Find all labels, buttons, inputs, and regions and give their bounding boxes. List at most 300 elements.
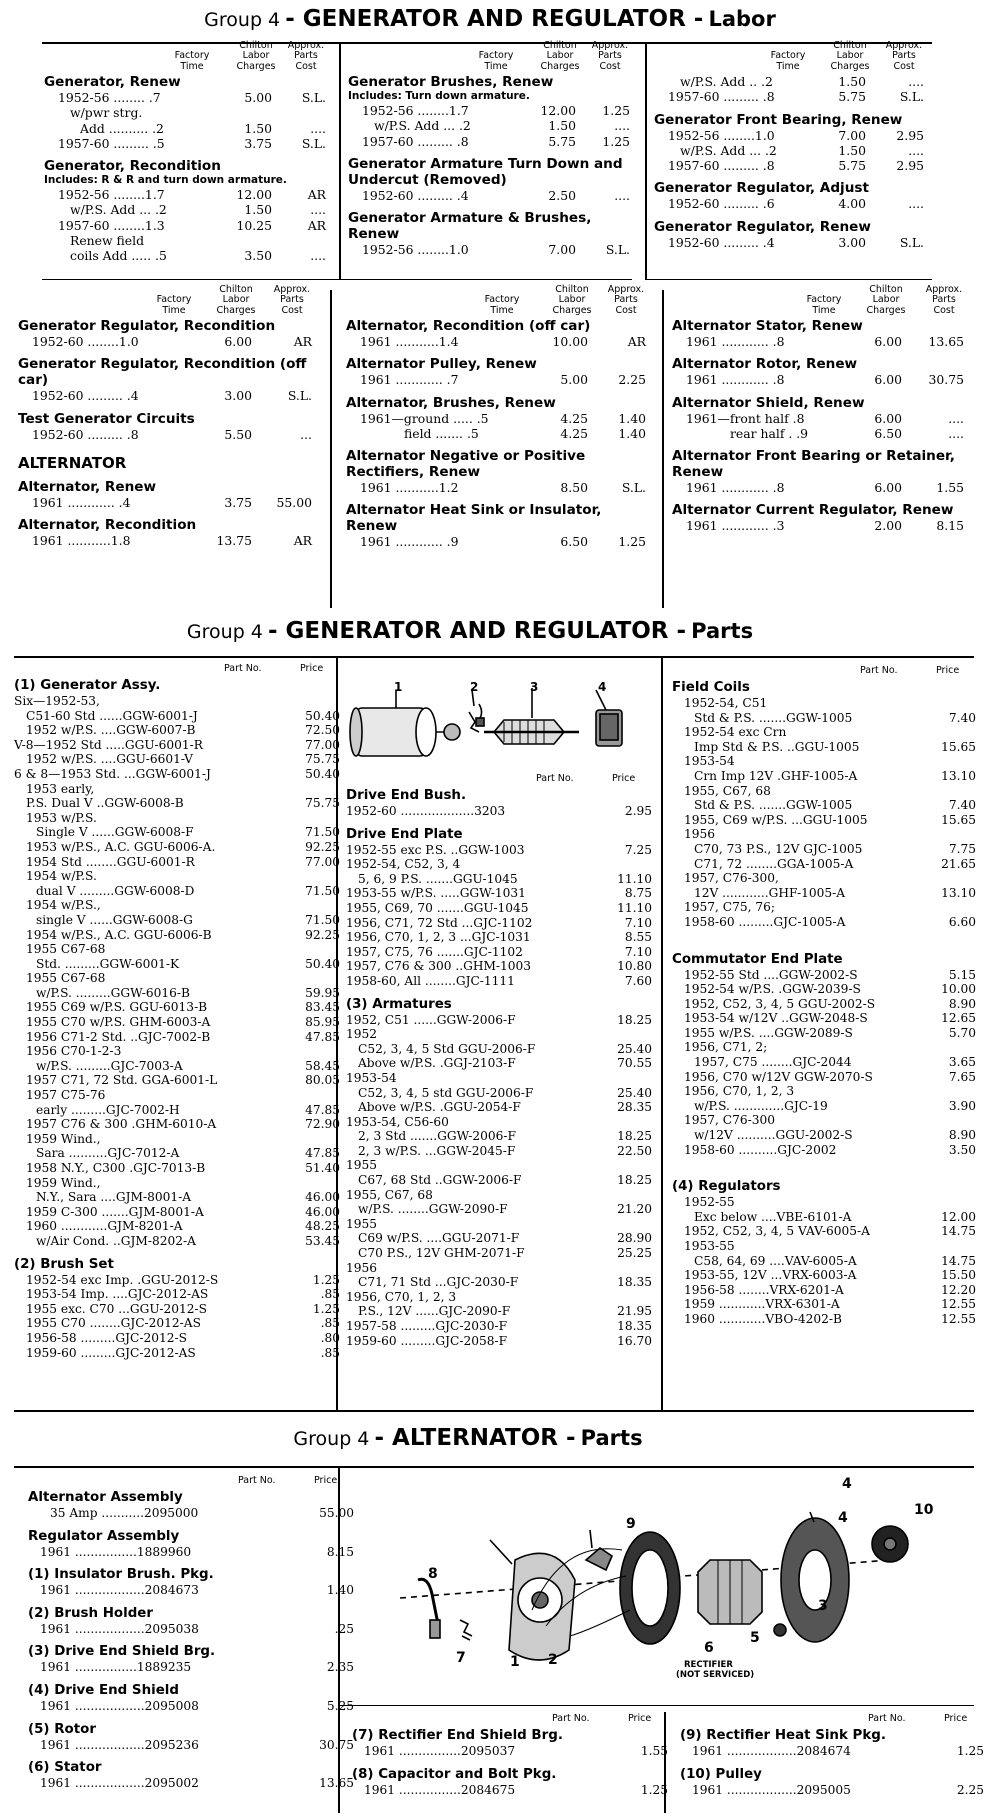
labor-charge: 3.00 (224, 388, 252, 404)
parts-cost: .... (908, 142, 924, 158)
alt-title (0, 1425, 958, 1451)
header-part-no: Part No. (238, 1474, 276, 1486)
labor-charge: 6.00 (874, 372, 902, 388)
labor-column (348, 39, 640, 258)
part-row (346, 843, 658, 858)
part-label: 1959 C-300 .......GJM-8001-A (26, 1204, 204, 1219)
labor-charge: 10.25 (236, 217, 272, 233)
part-row (672, 798, 976, 813)
part-price: 53.45 (305, 1233, 340, 1248)
header-approx: Approx. Parts Cost (885, 39, 923, 72)
part-row (346, 974, 658, 989)
part-row (672, 1055, 976, 1070)
parts-column (352, 1712, 668, 1797)
includes-note: Includes: Turn down armature. (348, 90, 530, 102)
part-row (14, 1176, 334, 1191)
part-label: 1953-54 w/12V ..GGW-2048-S (684, 1011, 868, 1026)
part-label: Crn Imp 12V .GHF-1005-A (694, 768, 858, 783)
part-label: 1955 C70 w/P.S. GHM-6003-A (26, 1015, 211, 1030)
part-price: 50.40 (305, 708, 340, 723)
part-label: 1957 C75-76 (26, 1088, 106, 1103)
row-label: w/P.S. Add ... .2 (680, 142, 777, 158)
part-label: N.Y., Sara ....GJM-8001-A (36, 1190, 192, 1205)
labor-charge: 6.00 (874, 410, 902, 426)
part-label: 1955 (346, 1158, 378, 1173)
parts-cost: .... (310, 120, 326, 136)
row-label: 1952-56 ........1.7 (58, 187, 165, 203)
operation-title: Alternator Heat Sink or Insulator, Renew (346, 502, 602, 535)
operation-title: Test Generator Circuits (18, 410, 195, 427)
header-price: Price (612, 772, 636, 784)
operation-title: Alternator Stator, Renew (672, 318, 863, 334)
labor-row (672, 426, 974, 441)
part-label: P.S. Dual V ..GGW-6008-B (26, 796, 184, 811)
part-row (14, 854, 340, 870)
row-label: 1961 ...........1.8 (32, 533, 131, 549)
header-approx: Approx. Parts Cost (591, 39, 629, 72)
header-price: Price (936, 664, 960, 676)
part-label: 1953-54 (684, 754, 735, 769)
part-label: 1952-54 exc Imp. .GGU-2012-S (26, 1272, 219, 1287)
parts-cost: S.L. (621, 480, 646, 496)
part-row (14, 1015, 340, 1030)
part-row (672, 982, 976, 997)
part-price: 18.35 (617, 1319, 652, 1333)
part-group-title: Alternator Assembly (28, 1490, 183, 1505)
part-group-title: Commutator End Plate (672, 951, 843, 967)
part-price: 71.50 (305, 912, 340, 927)
labor-charge: 3.00 (838, 234, 866, 250)
parts-cost: .... (948, 425, 964, 441)
part-label: 1953-55 w/P.S. .....GGW-1031 (346, 886, 526, 901)
part-label: 1960 ............VBO-4202-B (684, 1311, 843, 1326)
labor-charge: 6.00 (874, 334, 902, 349)
header-approx: Approx. Parts Cost (287, 39, 325, 72)
part-label: 1952, C51 ......GGW-2006-F (346, 1012, 516, 1027)
part-row (672, 740, 976, 755)
header-part-no: Part No. (536, 772, 574, 784)
operation-title: Generator Regulator, Adjust (654, 180, 869, 197)
part-row (672, 827, 976, 842)
part-label: 1953 w/P.S. (26, 810, 97, 825)
part-label: dual V .........GGW-6008-D (36, 883, 195, 898)
part-price: 8.90 (948, 1128, 976, 1143)
part-label: 1952-54 w/P.S. .GGW-2039-S (684, 982, 861, 997)
part-label: 1957, C75, 76 .......GJC-1102 (346, 944, 523, 959)
part-row (672, 813, 976, 828)
part-label: C52, 3, 4, 5 std GGU-2006-F (358, 1085, 534, 1100)
parts-cost: 1.25 (618, 534, 646, 550)
part-row (672, 1210, 976, 1225)
header-chilton: Chilton Labor Charges (830, 39, 870, 72)
part-label: 1953-54, C56-60 (346, 1114, 449, 1129)
part-label: 1952-54 exc Crn (684, 725, 787, 740)
header-part-no: Part No. (224, 662, 262, 674)
parts-title-group: Group 4 (186, 621, 263, 643)
operation-title: Alternator Shield, Renew (672, 394, 865, 411)
part-row (14, 839, 340, 855)
header-price: Price (628, 1712, 652, 1724)
part-price: 1.55 (640, 1744, 668, 1758)
part-label: 1956 C71-2 Std. ..GJC-7002-B (26, 1029, 211, 1044)
part-price: 18.25 (617, 1129, 652, 1144)
header-factory: Factory Time (478, 50, 514, 72)
part-label: single V ......GGW-6008-G (36, 912, 193, 927)
divider (338, 1705, 974, 1706)
part-label: C69 w/P.S. ....GGU-2071-F (358, 1231, 520, 1246)
row-label: 1952-60 ........1.0 (32, 334, 139, 349)
parts-cost: .... (310, 248, 326, 264)
part-label: 1961 ................1889960 (40, 1544, 192, 1559)
parts-column (346, 772, 658, 1348)
row-label: 1957-60 ......... .5 (58, 135, 165, 151)
part-row (14, 1330, 340, 1346)
parts-cost: 1.55 (936, 480, 964, 496)
part-row (14, 1316, 340, 1331)
rectifier-note: RECTIFIER (684, 1660, 733, 1670)
part-group-title: (10) Pulley (680, 1766, 762, 1782)
part-row (28, 1776, 354, 1791)
divider (14, 1410, 974, 1412)
part-label: 1960 ............GJM-8201-A (26, 1219, 183, 1234)
parts-cost: ... (300, 426, 312, 442)
part-row (672, 915, 976, 930)
part-label: 1958-60 ..........GJC-2002 (684, 1142, 837, 1157)
part-label: 1956-58 ........VRX-6201-A (684, 1282, 844, 1297)
part-row (14, 898, 334, 913)
parts-cost: 1.40 (618, 425, 646, 441)
part-row (14, 1301, 340, 1317)
labor-row (44, 187, 334, 202)
part-row (14, 1102, 340, 1118)
operation-title: Generator, Renew (44, 74, 181, 90)
part-row (14, 1272, 340, 1288)
part-price: 1.25 (312, 1272, 340, 1287)
part-label: 1955, C67, 68 (346, 1187, 433, 1202)
part-label: 1954 w/P.S. (26, 869, 97, 884)
part-label: 1955 C67-68 (26, 971, 106, 986)
labor-row (654, 74, 938, 89)
header-price: Price (300, 662, 324, 674)
column-header (14, 662, 334, 678)
row-label: 1952-56 ........1.0 (362, 242, 469, 258)
labor-charge: 7.00 (548, 242, 576, 258)
labor-charge: 13.75 (216, 533, 252, 549)
part-price: 3.50 (948, 1142, 976, 1157)
part-row (352, 1782, 668, 1798)
part-row (14, 723, 340, 738)
parts-cost: .... (908, 196, 924, 212)
part-row (28, 1660, 354, 1675)
part-price: 71.50 (305, 883, 340, 898)
labor-charge: 8.50 (560, 480, 588, 496)
part-label: 1957-58 .........GJC-2030-F (346, 1319, 508, 1333)
column-header (680, 1712, 976, 1728)
labor-row (672, 411, 974, 426)
part-price: 46.00 (305, 1190, 340, 1205)
part-price: 18.35 (617, 1275, 652, 1290)
part-group-title: (2) Brush Holder (28, 1605, 153, 1621)
divider (645, 279, 932, 280)
row-label: rear half . .9 (730, 425, 809, 441)
part-row (14, 1287, 340, 1302)
labor-charge: 5.75 (548, 133, 576, 149)
figure-callout-label: 9 (626, 1516, 636, 1532)
part-row (28, 1621, 354, 1637)
part-price: 14.75 (941, 1253, 976, 1268)
part-label: P.S., 12V ......GJC-2090-F (358, 1304, 511, 1319)
part-label: Exc below ....VBE-6101-A (694, 1209, 852, 1224)
part-label: 1959 Wind., (26, 1131, 101, 1146)
part-row (14, 1132, 334, 1147)
part-row (14, 1073, 340, 1088)
labor-row (654, 89, 938, 104)
parts-column (680, 1712, 984, 1797)
part-price: 16.70 (617, 1333, 652, 1348)
part-label: w/P.S. .........GGW-6016-B (36, 985, 190, 1000)
part-label: 1952 w/P.S. ....GGW-6007-B (26, 723, 196, 738)
part-row (14, 942, 334, 957)
labor-charge: 2.50 (548, 187, 576, 203)
part-row (346, 1071, 658, 1086)
labor-charge: 1.50 (244, 120, 272, 136)
part-label: 1959-60 .........GJC-2012-AS (26, 1345, 196, 1360)
part-label: 1955 exc. C70 ...GGU-2012-S (26, 1301, 208, 1316)
part-label: C52, 3, 4, 5 Std GGU-2006-F (358, 1041, 536, 1056)
part-label: 1959 ............VRX-6301-A (684, 1297, 840, 1312)
header-chilton: Chilton Labor Charges (540, 39, 580, 72)
part-label: 1952-54, C51 (684, 696, 768, 710)
part-price: 25.40 (617, 1041, 652, 1056)
part-price: 7.60 (624, 973, 652, 988)
part-label: Std & P.S. .......GGW-1005 (694, 798, 853, 813)
part-label: 1961 ................2095037 (364, 1744, 516, 1758)
part-row (346, 886, 658, 901)
part-price: 7.65 (948, 1069, 976, 1084)
part-row (28, 1698, 354, 1714)
part-group-title: (8) Capacitor and Bolt Pkg. (352, 1766, 557, 1782)
part-row (28, 1506, 354, 1521)
part-label: 1955 (346, 1216, 378, 1231)
part-price: 8.55 (624, 930, 652, 945)
part-price: 50.40 (305, 766, 340, 781)
part-label: 1961 ..................2084673 (40, 1583, 199, 1598)
labor-row (348, 118, 640, 133)
alt-title-group: Group 4 (293, 1428, 370, 1450)
part-row (672, 871, 976, 886)
part-row (14, 985, 340, 1001)
header-chilton: Chilton Labor Charges (552, 283, 592, 316)
alternator-exploded-figure (390, 1480, 950, 1690)
part-label: 1955, C69 w/P.S. ...GGU-1005 (684, 812, 868, 827)
row-label: 1952-56 ........1.0 (668, 127, 775, 143)
figure-callout-label: 4 (842, 1476, 852, 1492)
part-label: 1956 C70-1-2-3 (26, 1044, 122, 1059)
part-price: 92.25 (305, 839, 340, 854)
part-label: 1956 (684, 827, 716, 842)
labor-row (346, 426, 656, 441)
part-row (672, 1070, 976, 1085)
part-label: 1952-55 Std ....GGW-2002-S (684, 967, 858, 982)
part-price: 6.60 (948, 914, 976, 929)
parts-cost: 13.65 (928, 334, 964, 349)
column-header (672, 283, 974, 318)
labor-charge: 6.50 (560, 534, 588, 550)
part-label: 6 & 8—1953 Std. ...GGW-6001-J (14, 766, 211, 781)
row-label: w/pwr strg. (70, 105, 143, 121)
part-row (14, 752, 340, 767)
part-row (346, 1115, 658, 1130)
part-label: 1961 ..................2095002 (40, 1776, 199, 1791)
part-row (672, 725, 976, 740)
labor-charge: 4.25 (560, 425, 588, 441)
row-label: Add .......... .2 (80, 120, 164, 136)
part-row (672, 1084, 976, 1099)
part-row (14, 825, 340, 840)
labor-row (346, 334, 656, 349)
part-row (346, 1290, 658, 1305)
part-row (672, 1040, 976, 1055)
row-label: Renew field (70, 233, 145, 249)
part-price: 11.10 (617, 871, 652, 886)
part-row (14, 1117, 340, 1132)
header-chilton: Chilton Labor Charges (866, 283, 906, 316)
figure-callout-label: 1 (394, 680, 403, 694)
part-price: 51.40 (305, 1161, 340, 1175)
part-price: .85 (320, 1316, 340, 1331)
column-header (44, 39, 334, 74)
row-label: 1952-60 ......... .4 (668, 234, 775, 250)
part-row (346, 1144, 658, 1159)
row-label: 1952-60 ......... .8 (32, 426, 139, 442)
part-row (346, 1086, 658, 1101)
part-row (14, 869, 334, 884)
part-price: 55.00 (319, 1506, 354, 1520)
figure-callout-label: 7 (456, 1650, 466, 1666)
part-label: C58, 64, 69 ....VAV-6005-A (694, 1253, 857, 1268)
part-price: 1.25 (956, 1744, 984, 1758)
parts-cost: 2.95 (896, 127, 924, 143)
part-row (14, 1204, 340, 1220)
section-heading: ALTERNATOR (18, 453, 127, 472)
part-row (346, 1173, 658, 1188)
parts-title-main: - GENERATOR AND REGULATOR - (267, 618, 687, 644)
row-label: w/P.S. Add .. .2 (680, 74, 773, 89)
divider (14, 656, 974, 658)
part-row (672, 1195, 976, 1210)
part-row (14, 1088, 334, 1103)
part-group-title: (9) Rectifier Heat Sink Pkg. (680, 1728, 886, 1743)
labor-charge: 6.50 (874, 425, 902, 441)
part-label: 1953 early, (26, 781, 95, 796)
labor-column (346, 283, 656, 550)
row-label: w/P.S. Add ... .2 (374, 118, 471, 134)
operation-title: Generator Brushes, Renew (348, 74, 554, 90)
part-price: 13.10 (941, 885, 976, 900)
parts-cost: 2.25 (618, 372, 646, 388)
part-row (672, 1239, 976, 1254)
part-price: 30.75 (319, 1737, 354, 1752)
part-label: 1956, C70, 1, 2, 3 (684, 1084, 795, 1099)
part-price: 12.20 (941, 1282, 976, 1297)
part-row (14, 883, 340, 899)
part-group-title: (6) Stator (28, 1760, 102, 1776)
labor-charge: 1.50 (838, 74, 866, 89)
header-factory: Factory Time (484, 294, 520, 316)
part-group-title: (1) Generator Assy. (14, 678, 161, 693)
part-price: 15.65 (941, 812, 976, 827)
part-row (346, 1231, 658, 1246)
labor-row (348, 103, 640, 118)
part-label: w/Air Cond. ..GJM-8202-A (36, 1233, 196, 1248)
labor-charge: 7.00 (838, 127, 866, 143)
part-price: 7.40 (948, 798, 976, 813)
part-row (672, 1297, 976, 1312)
labor-charge: 1.50 (244, 202, 272, 218)
row-label: 1961 ............ .3 (686, 518, 785, 534)
part-label: C51-60 Std ......GGW-6001-J (26, 708, 198, 723)
parts-cost: S.L. (899, 234, 924, 250)
part-row (672, 842, 976, 857)
labor-row (348, 134, 640, 149)
figure-callout-label: 10 (914, 1502, 934, 1518)
header-price: Price (944, 1712, 968, 1724)
operation-title: Alternator Rotor, Renew (672, 356, 858, 373)
part-price: 59.95 (305, 985, 340, 1000)
part-label: 1958-60, All ........GJC-1111 (346, 973, 515, 988)
row-label: 1957-60 ......... .8 (362, 133, 469, 149)
labor-row (18, 427, 324, 442)
part-label: 1961 ..................2084674 (692, 1744, 851, 1758)
part-label: 1953-55 (684, 1239, 735, 1253)
part-price: 71.50 (305, 825, 340, 840)
operation-title: Alternator, Brushes, Renew (346, 394, 556, 411)
part-price: .85 (320, 1345, 340, 1360)
part-label: Std. .........GGW-6001-K (36, 956, 180, 971)
operation-title: Generator Regulator, Renew (654, 218, 871, 235)
parts-cost: 2.95 (896, 158, 924, 174)
labor-charge: 1.50 (838, 142, 866, 158)
part-row (346, 1013, 658, 1028)
part-price: 85.95 (305, 1015, 340, 1030)
labor-row (654, 143, 938, 158)
part-row (352, 1744, 668, 1759)
part-label: Above w/P.S. .GGJ-2103-F (358, 1056, 516, 1071)
part-label: 1952-55 exc P.S. ..GGW-1003 (346, 842, 525, 857)
part-row (672, 696, 976, 711)
part-price: 21.95 (617, 1304, 652, 1319)
part-label: 1961 ..................2095038 (40, 1621, 199, 1636)
part-price: 77.00 (305, 737, 340, 752)
row-label: 1952-60 ......... .6 (668, 196, 775, 212)
figure-callout-label: 3 (818, 1598, 828, 1614)
row-label: 1952-60 ......... .4 (32, 388, 139, 404)
labor-column (654, 39, 938, 250)
row-label: coils Add ..... .5 (70, 248, 167, 264)
part-price: 72.50 (305, 723, 340, 738)
part-row (346, 1261, 658, 1276)
part-row (346, 901, 658, 916)
part-price: 75.75 (305, 752, 340, 767)
part-label: Std & P.S. .......GGW-1005 (694, 710, 853, 725)
part-label: 1958-60 .........GJC-1005-A (684, 914, 846, 929)
parts-cost: S.L. (287, 388, 312, 404)
part-label: 2, 3 w/P.S. ...GGW-2045-F (358, 1143, 516, 1158)
part-price: 25.25 (617, 1246, 652, 1261)
header-approx: Approx. Parts Cost (925, 283, 963, 316)
part-price: 47.85 (305, 1102, 340, 1117)
parts-column (28, 1474, 354, 1791)
